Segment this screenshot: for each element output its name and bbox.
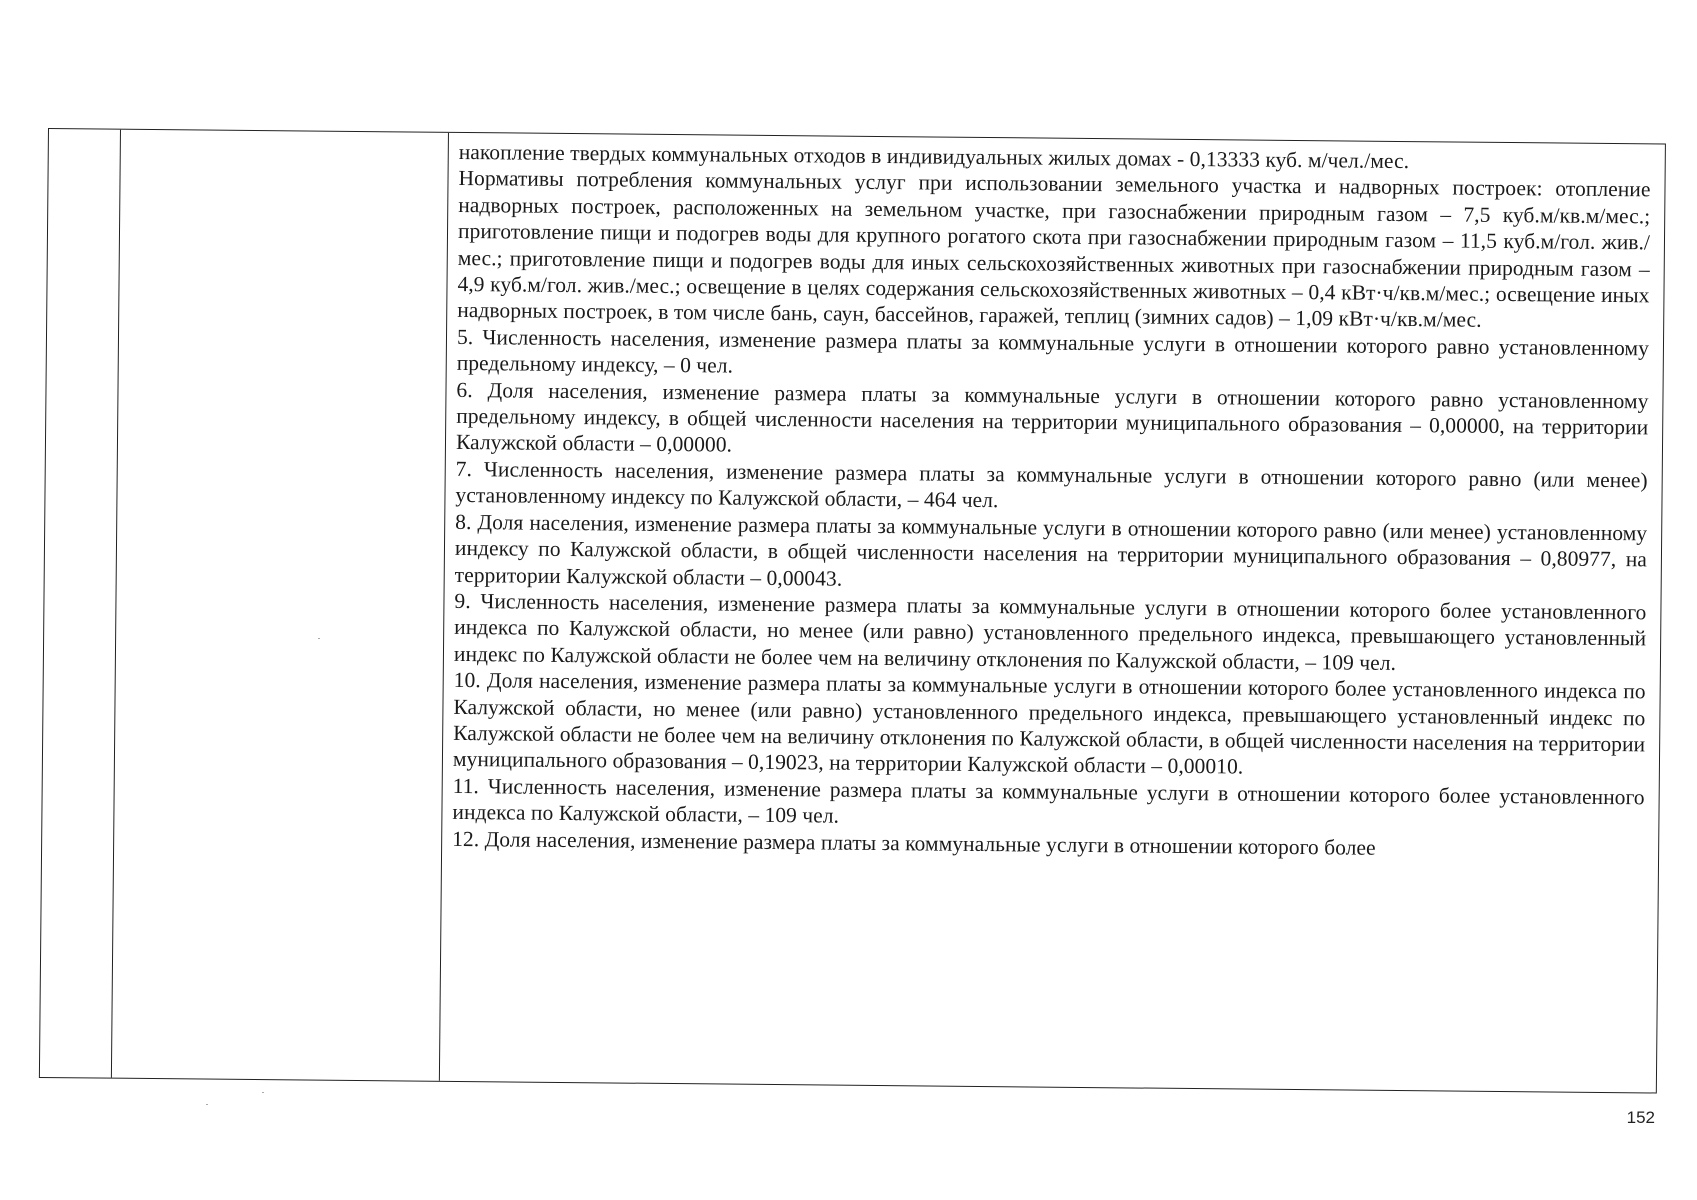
paragraph-item-5: 5. Численность населения, изменение размера платы за коммунальные услуги в отношении которого равно установленному предельному индексу, – 0 чел. (456, 324, 1650, 378)
scan-speck (206, 1104, 208, 1105)
paragraph-item-8: 8. Доля населения, изменение размера платы за коммунальные услуги в отношении которого равно (или менее) установленному индексу по Калужской области, в общей численности населения на территории муниципального образования – 0,80977, на территории Калужской области – 0,00043. (454, 509, 1648, 591)
paragraph-item-12: 12. Доля населения, изменение размера платы за коммунальные услуги в отношении которого более (452, 826, 1376, 860)
paragraph-item-6: 6. Доля населения, изменение размера платы за коммунальные услуги в отношении которого равно установленному предельному индексу, в общей численности населения на территории муниципального образования – 0,00000, на территории Калужской области – 0,00000. (455, 377, 1649, 458)
scan-speck (318, 638, 320, 639)
paragraph-consumption-norms: Нормативы потребления коммунальных услуг при использовании земельного участка и надворных построек: отопление надворных построек, расположенных на земельном участке, при газоснабжении природным газом – 7,5 куб.м/кв.м/мес.; приготовление пищи и подогрев воды для крупного рогатого скота при газоснабжении природным газом – 11,5 куб.м/гол. жив./мес.; приготовление пищи и подогрев воды для иных сельскохозяйственных животных при газоснабжении природным газом – 4,9 куб.м/гол. жив./мес.; освещение в целях содержания сельскохозяйственных животных – 0,4 кВт·ч/кв.м/мес.; освещение иных надворных построек, в том числе бань, саун, бассейнов, гаражей, теплиц (зимних садов) – 1,09 кВт·ч/кв.м/мес. (457, 166, 1651, 333)
scan-speck (262, 1092, 264, 1093)
table-column-content (440, 133, 1665, 1093)
paragraph-item-9: 9. Численность населения, изменение размера платы за коммунальные услуги в отношении которого более установленного индекса по Калужской области, но менее (или равно) установленного предельного индекса, превышающего установленный индекс по Калужской области не более чем на величину отклонения по Калужской области, – 109 чел. (453, 588, 1647, 675)
paragraph-waste-norm: накопление твердых коммунальных отходов в индивидуальных жилых домах - 0,13333 куб. м/чел./мес. (458, 139, 1410, 174)
table-column-name (112, 130, 449, 1081)
paragraph-item-11: 11. Численность населения, изменение размера платы за коммунальные услуги в отношении которого более установленного индекса по Калужской области, – 109 чел. (452, 773, 1645, 828)
paragraph-item-7: 7. Численность населения, изменение размера платы за коммунальные услуги в отношении которого равно (или менее) установленному индексу по Калужской области, – 464 чел. (455, 456, 1648, 513)
page-number: 152 (1626, 1108, 1655, 1127)
table-column-number (40, 129, 121, 1078)
paragraph-item-10: 10. Доля населения, изменение размера платы за коммунальные услуги в отношении которого более установленного индекса по Калужской области, но менее (или равно) установленного предельного индекса, превышающего установленный индекс по Калужской области не более чем на величину отклонения по Калужской области, в общей численности населения на территории муниципального образования – 0,19023, на территории Калужской области – 0,00010. (452, 668, 1646, 779)
document-table (39, 128, 1666, 1093)
